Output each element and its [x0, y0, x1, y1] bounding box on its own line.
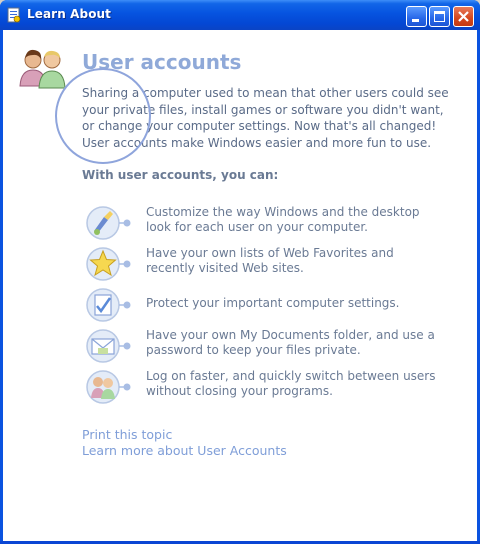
user-accounts-icon [17, 46, 69, 90]
magnifier-lens [55, 68, 151, 164]
feature-protect [85, 287, 455, 323]
maximize-button[interactable] [429, 6, 450, 27]
feature-text: Log on faster, and quickly switch between users without closing your programs. [146, 369, 436, 398]
minimize-button[interactable] [406, 6, 427, 27]
print-topic-link[interactable]: Print this topic [82, 427, 173, 442]
close-button[interactable] [453, 6, 474, 27]
feature-text: Customize the way Windows and the desktop look for each user on your computer. [146, 205, 420, 234]
intro-paragraph: Sharing a computer used to mean that other users could see your private files, install games or software you didn't want, or change your computer settings. Now that's all changed! User accounts make Windows easier and more fun to use. [82, 86, 449, 150]
feature-text: Have your own lists of Web Favorites and recently visited Web sites. [146, 246, 394, 275]
envelope-documents-icon [85, 328, 131, 364]
feature-documents [85, 328, 455, 364]
feature-favorites [85, 246, 455, 282]
brush-customize-icon [85, 205, 131, 241]
title-bar[interactable] [0, 0, 480, 30]
feature-customize [85, 205, 455, 241]
window-title: Learn About [27, 7, 112, 21]
star-favorites-icon [85, 246, 131, 282]
page-title: User accounts [82, 50, 242, 74]
help-document-icon [6, 7, 22, 23]
feature-switch-users [85, 369, 455, 405]
feature-text: Protect your important computer settings. [146, 296, 400, 310]
learn-more-link[interactable]: Learn more about User Accounts [82, 443, 287, 458]
users-switch-icon [85, 369, 131, 405]
minimize-icon [407, 7, 426, 26]
content-pane [3, 30, 477, 541]
maximize-icon [430, 7, 449, 26]
feature-text: Have your own My Documents folder, and use a password to keep your files private. [146, 328, 435, 357]
close-icon [454, 7, 473, 26]
shield-check-icon [85, 287, 131, 323]
features-subheading: With user accounts, you can: [82, 168, 279, 182]
